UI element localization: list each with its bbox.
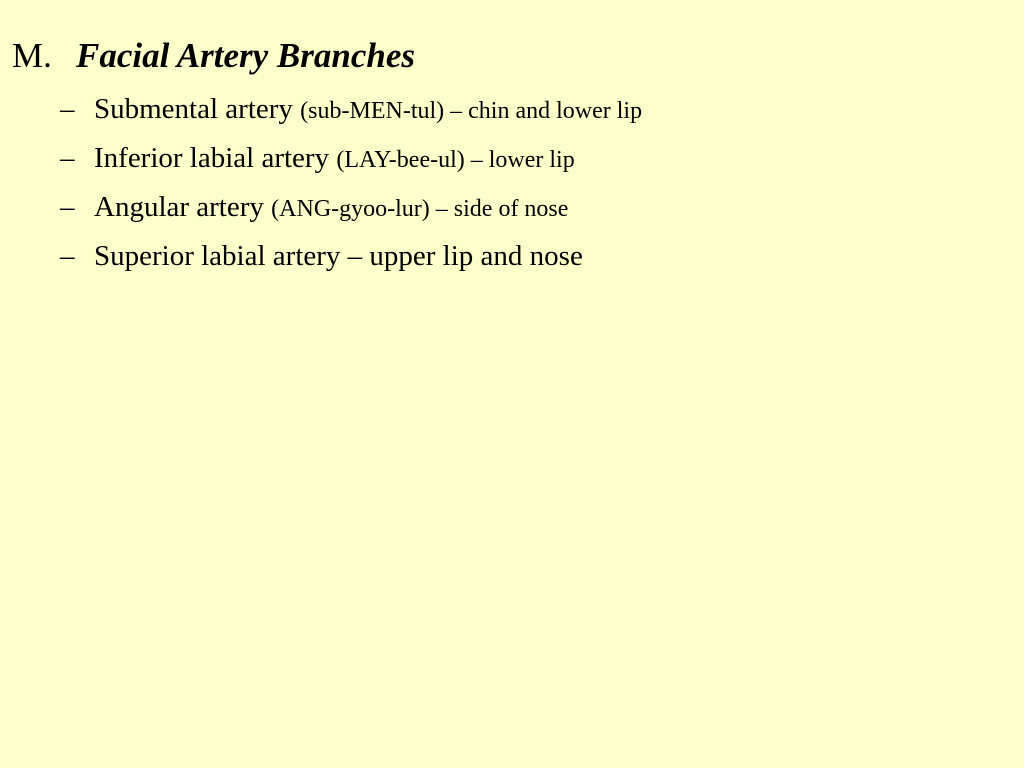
dash-bullet: – <box>60 240 75 272</box>
item-term: Inferior labial artery <box>94 142 330 174</box>
list-item <box>60 88 642 137</box>
bullet-list <box>60 88 642 284</box>
list-item <box>60 235 642 284</box>
item-term: Submental artery <box>94 93 293 125</box>
slide-heading <box>12 34 415 78</box>
dash-bullet: – <box>60 93 75 125</box>
list-item <box>60 186 642 235</box>
item-term: Angular artery <box>94 191 264 223</box>
dash-bullet: – <box>60 142 75 174</box>
item-detail: (LAY-bee-ul) – lower lip <box>336 147 575 173</box>
item-detail: (ANG-gyoo-lur) – side of nose <box>271 196 569 222</box>
dash-bullet: – <box>60 191 75 223</box>
heading-title: Facial Artery Branches <box>76 36 415 75</box>
heading-marker: M. <box>12 36 52 75</box>
list-item <box>60 137 642 186</box>
item-detail: (sub-MEN-tul) – chin and lower lip <box>300 98 643 124</box>
item-term: Superior labial artery – upper lip and nose <box>94 240 583 272</box>
